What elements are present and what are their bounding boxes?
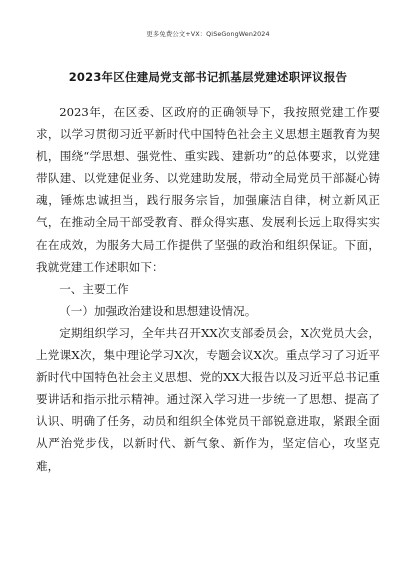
section-heading: 一、主要工作: [59, 281, 129, 296]
subsection-heading: （一）加强政治建设和思想建设情况。: [59, 303, 257, 318]
document-title: 2023年区住建局党支部书记抓基层党建述职评议报告: [68, 70, 348, 84]
header-watermark: 更多免费公文+VX：QiSeGongWen2024: [146, 30, 270, 38]
intro-paragraph: 2023年，在区委、区政府的正确领导下，我按照党建工作要求，以学习贯彻习近平新时代中国特色社会主义思想主题教育为契机，围绕“学思想、强党性、重实践、建新功”的总体要求，以党建带队建、以党建促业务、以党建助发展，带动全局党员干部凝心铸魂，锤炼忠诚担当，践行服务宗旨，加强廉洁自律，树立新风正气，在推动全局干部受教育、群众得实惠、发展利长远上取得实实在在成效，为服务大局工作提供了坚强的政治和组织保证。下面，我就党建工作述职如下：: [36, 105, 380, 274]
body-paragraph: 定期组织学习，全年共召开XX次支部委员会，X次党员大会，上党课X次，集中理论学习X次，专题会议X次。重点学习了习近平新时代中国特色社会主义思想、党的XX大报告以及习近平总书记重要讲话和指示批示精神。通过深入学习进一步统一了思想、提高了认识、明确了任务，动员和组织全体党员干部锐意进取，紧跟全面从严治党步伐，以新时代、新气象、新作为，坚定信心，攻坚克难，: [36, 325, 380, 473]
document-body: [36, 101, 380, 477]
